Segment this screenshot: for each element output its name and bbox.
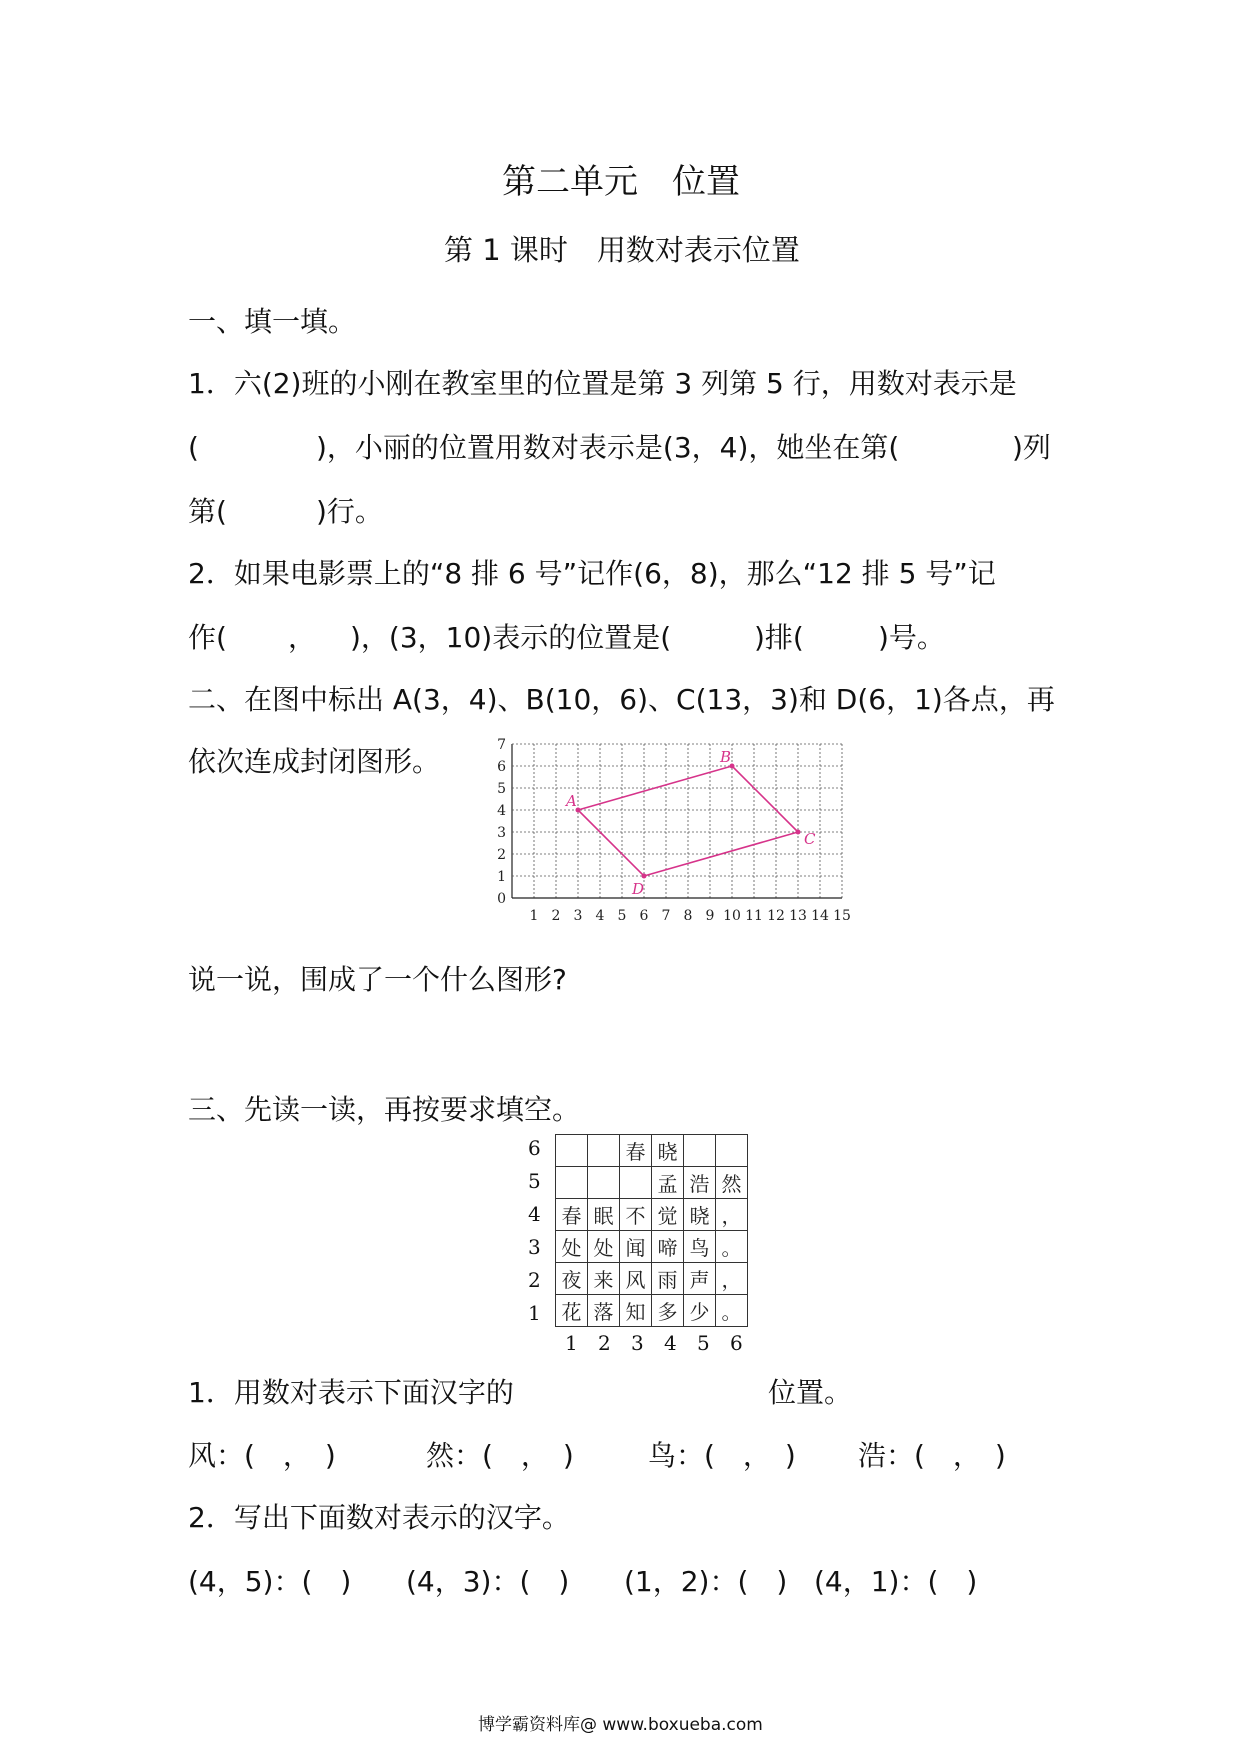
poem-cell: [620, 1167, 652, 1199]
y-tick-label: 4: [497, 803, 506, 819]
poem-cell: [588, 1167, 620, 1199]
s3-q1-item-feng: 风：( ， ): [188, 1439, 336, 1472]
x-tick-label: 1: [529, 908, 539, 924]
poem-cell: 然: [716, 1167, 748, 1199]
y-axis-ticks: [497, 737, 506, 907]
point-label-b: B: [720, 748, 732, 766]
poem-cell: 知: [620, 1295, 652, 1327]
s3-q1-item-hao: 浩：( ， ): [858, 1439, 1006, 1472]
q2-line1: 2．如果电影票上的“8 排 6 号”记作(6，8)，那么“12 排 5 号”记: [188, 557, 996, 590]
q1-line1: 1．六(2)班的小刚在教室里的位置是第 3 列第 5 行，用数对表示是: [188, 367, 1017, 400]
poem-row-label: 4: [528, 1202, 541, 1226]
y-tick-label: 6: [497, 759, 506, 775]
poem-row-label: 2: [528, 1268, 541, 1292]
q2-line2-start: 作(: [188, 621, 227, 654]
poem-row-label: 3: [528, 1235, 541, 1259]
q1-line2-end: )列: [1012, 431, 1051, 464]
x-tick-label: 11: [745, 908, 763, 924]
s3-q2-item-2: (4，3)：( ): [406, 1565, 570, 1598]
poem-cell: 晓: [684, 1199, 716, 1231]
poem-col-label: 4: [664, 1331, 677, 1355]
poem-cell: 孟: [652, 1167, 684, 1199]
coordinate-grid: [494, 737, 866, 925]
poem-col-label: 2: [598, 1331, 611, 1355]
y-tick-label: 0: [497, 891, 506, 907]
poem-cell: 落: [588, 1295, 620, 1327]
x-tick-label: 9: [705, 908, 715, 924]
point-label-a: A: [566, 792, 577, 810]
section3-heading: 三、先读一读，再按要求填空。: [188, 1093, 581, 1126]
poem-cell: 闻: [620, 1231, 652, 1263]
x-tick-label: 10: [723, 908, 741, 924]
poem-cell: [556, 1167, 588, 1199]
s3-q1-item-niao: 鸟：( ， ): [648, 1439, 796, 1472]
y-tick-label: 1: [497, 869, 506, 885]
poem-col-label: 3: [631, 1331, 644, 1355]
s3-q2-item-1: (4，5)：( ): [188, 1565, 352, 1598]
poem-cell: [716, 1135, 748, 1167]
s3-q1-item-ran: 然：( ， ): [426, 1439, 574, 1472]
poem-cell: 处: [556, 1231, 588, 1263]
s3-q1-text: 1．用数对表示下面汉字的: [188, 1376, 514, 1409]
q1-open-paren: (: [188, 431, 199, 464]
q1-line2: )，小丽的位置用数对表示是(3，4)，她坐在第(: [316, 431, 900, 464]
poem-row: [556, 1231, 748, 1263]
section2-line2: 依次连成封闭图形。: [188, 745, 441, 778]
poem-grid: [555, 1134, 748, 1327]
poem-row: [556, 1135, 748, 1167]
poem-cell: 花: [556, 1295, 588, 1327]
poem-col-label: 5: [697, 1331, 710, 1355]
x-tick-label: 15: [833, 908, 851, 924]
poem-row: [556, 1199, 748, 1231]
x-tick-label: 8: [683, 908, 693, 924]
poem-row-label: 1: [528, 1301, 541, 1325]
poem-cell: 雨: [652, 1263, 684, 1295]
q1-line3-start: 第(: [188, 495, 227, 528]
x-axis-ticks: [530, 908, 851, 924]
x-tick-label: 2: [551, 908, 561, 924]
q2-line2-row: )排(: [754, 621, 804, 654]
poem-cell: 多: [652, 1295, 684, 1327]
x-tick-label: 13: [789, 908, 807, 924]
poem-cell: 春: [556, 1199, 588, 1231]
s3-q2-item-4: (4，1)：( ): [814, 1565, 978, 1598]
poem-row: [556, 1295, 748, 1327]
poem-row-label: 5: [528, 1169, 541, 1193]
poem-row: [556, 1263, 748, 1295]
poem-row: [556, 1167, 748, 1199]
poem-cell: 眠: [588, 1199, 620, 1231]
poem-cell: 晓: [652, 1135, 684, 1167]
point-label-d: D: [632, 880, 645, 898]
poem-cell: 觉: [652, 1199, 684, 1231]
x-tick-label: 14: [811, 908, 829, 924]
poem-col-label: 6: [730, 1331, 743, 1355]
point-d: [642, 874, 647, 879]
y-tick-label: 3: [497, 825, 506, 841]
poem-col-label: 1: [565, 1331, 578, 1355]
poem-cell: 。: [716, 1231, 748, 1263]
x-tick-label: 6: [639, 908, 649, 924]
x-tick-label: 12: [767, 908, 785, 924]
y-tick-label: 7: [497, 737, 506, 753]
x-tick-label: 7: [661, 908, 671, 924]
section1-heading: 一、填一填。: [188, 305, 357, 338]
poem-cell: [684, 1135, 716, 1167]
poem-cell: 少: [684, 1295, 716, 1327]
section2-line1: 二、在图中标出 A(3，4)、B(10，6)、C(13，3)和 D(6，1)各点，再: [188, 683, 1055, 716]
poem-cell: [556, 1135, 588, 1167]
poem-row-label: 6: [528, 1136, 541, 1160]
x-tick-label: 5: [617, 908, 627, 924]
poem-cell: 啼: [652, 1231, 684, 1263]
poem-cell: 来: [588, 1263, 620, 1295]
q2-line2-comma: ，: [288, 621, 317, 654]
poem-cell: 声: [684, 1263, 716, 1295]
x-tick-label: 4: [595, 908, 605, 924]
y-tick-label: 2: [497, 847, 506, 863]
poem-cell: ，: [716, 1263, 748, 1295]
poem-cell: 鸟: [684, 1231, 716, 1263]
footer-watermark: 博学霸资料库@ www.boxueba.com: [478, 1715, 763, 1735]
point-label-c: C: [804, 830, 816, 848]
q1-line3-end: )行。: [316, 495, 383, 528]
y-tick-label: 5: [497, 781, 506, 797]
poem-cell: ，: [716, 1199, 748, 1231]
point-c: [796, 830, 801, 835]
section2-question: 说一说，围成了一个什么图形?: [188, 963, 567, 996]
poem-cell: 浩: [684, 1167, 716, 1199]
s3-q2-text: 2．写出下面数对表示的汉字。: [188, 1501, 570, 1534]
plotted-points: [564, 748, 816, 898]
poem-cell: 风: [620, 1263, 652, 1295]
page-title: 第二单元 位置: [502, 162, 740, 202]
s3-q2-item-3: (1，2)：( ): [624, 1565, 788, 1598]
poem-cell: 不: [620, 1199, 652, 1231]
q2-line2-end: )号。: [878, 621, 945, 654]
grid-lines: [512, 744, 842, 898]
poem-cell: 处: [588, 1231, 620, 1263]
q2-line2-mid: )，(3，10)表示的位置是(: [350, 621, 672, 654]
poem-cell: 春: [620, 1135, 652, 1167]
s3-q1-text-end: 位置。: [768, 1376, 853, 1409]
poem-cell: 夜: [556, 1263, 588, 1295]
poem-cell: [588, 1135, 620, 1167]
poem-cell: 。: [716, 1295, 748, 1327]
lesson-subtitle: 第 1 课时 用数对表示位置: [444, 233, 800, 267]
x-tick-label: 3: [573, 908, 583, 924]
